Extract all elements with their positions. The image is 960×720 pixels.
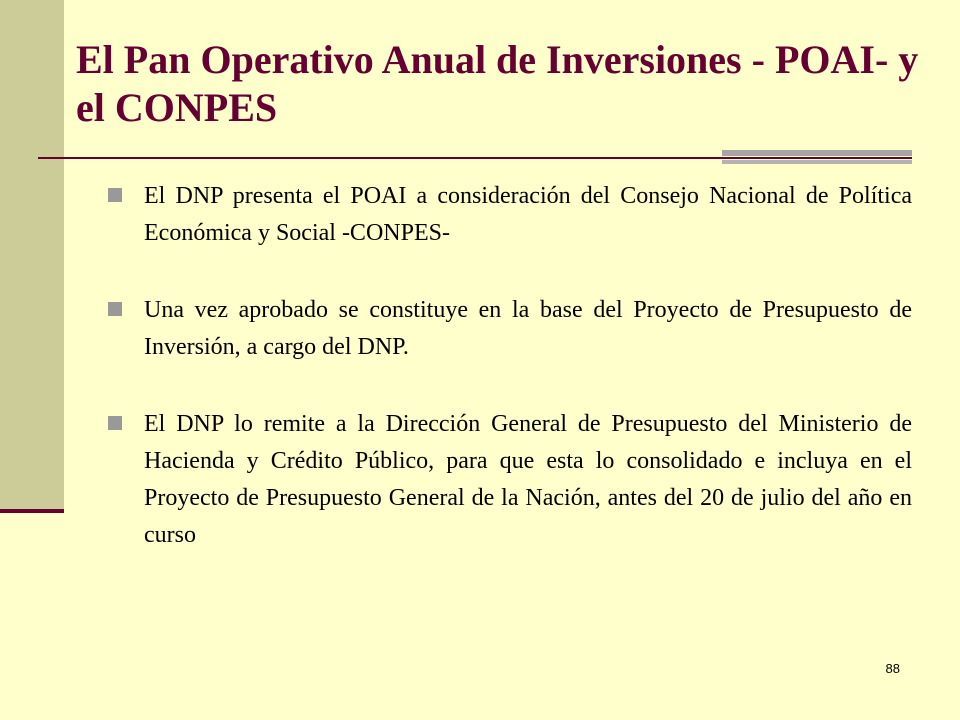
square-bullet-icon	[108, 302, 122, 316]
square-bullet-icon	[108, 188, 122, 202]
square-bullet-icon	[108, 416, 122, 430]
slide-title: El Pan Operativo Anual de Inversiones - POAI- y el CONPES	[76, 37, 919, 130]
bullet-text: Una vez aprobado se constituye en la base del Proyecto de Presupuesto de Inversión, a cargo del DNP.	[144, 297, 912, 360]
bullet-item-2	[108, 292, 912, 366]
page-number: 88	[885, 661, 900, 676]
bullet-text: El DNP presenta el POAI a consideración del Consejo Nacional de Política Económica y Social -CONPES-	[144, 183, 912, 246]
bullet-item-3	[108, 406, 912, 554]
bullet-item-1	[108, 178, 912, 252]
side-bar-decoration	[0, 0, 64, 511]
bullet-text: El DNP lo remite a la Dirección General de Presupuesto del Ministerio de Hacienda y Crédito Público, para que esta lo consolidado e incluya en el Proyecto de Presupuesto General de la Nación, antes del 20 de julio del año en curso	[144, 411, 912, 548]
title-rule-accent-lower	[722, 160, 912, 164]
bullet-list	[108, 178, 912, 594]
side-rule-decoration	[0, 509, 64, 513]
title-underline	[38, 157, 912, 159]
title-rule-accent	[722, 150, 912, 156]
